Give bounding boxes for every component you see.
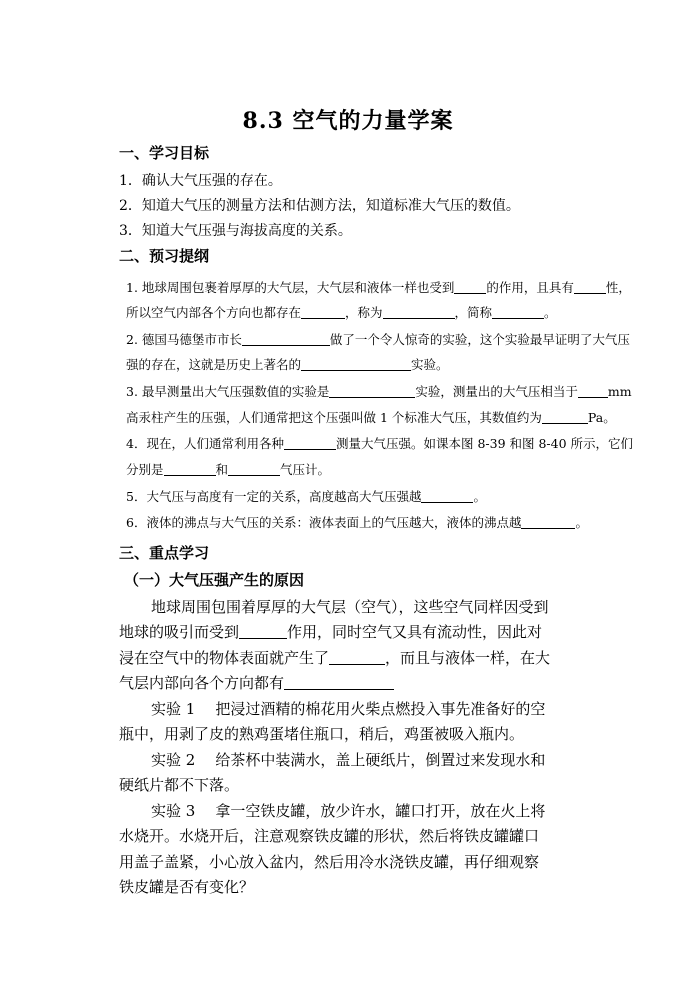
experiment-3-line3: 用盖子盖紧，小心放入盆内，然后用冷水浇铁皮罐，再仔细观察 [119, 853, 540, 871]
key-heading: 三、重点学习 [119, 544, 210, 562]
goals-heading: 一、学习目标 [119, 144, 210, 162]
key-paragraph-line3: 浸在空气中的物体表面就产生了 ，而且与液体一样，在大 [119, 649, 551, 667]
preview-q3-line1: 3. 最早测量出大气压强数值的实验是 实验，测量出的大气压相当于 mm [126, 384, 632, 399]
experiment-1-line2: 瓶中，用剥了皮的熟鸡蛋堵住瓶口，稍后，鸡蛋被吸入瓶内。 [119, 725, 525, 743]
blank[interactable] [164, 463, 216, 477]
blank[interactable] [284, 437, 336, 451]
blank[interactable] [521, 516, 575, 530]
goal-1: 1．确认大气压强的存在。 [119, 173, 282, 189]
key-paragraph-line2: 地球的吸引而受到 作用，同时空气又具有流动性，因此对 [119, 623, 543, 641]
blank[interactable] [574, 281, 606, 295]
blank[interactable] [239, 623, 287, 639]
experiment-1-line1: 实验 1 把浸过酒精的棉花用火柴点燃投入事先准备好的空 [151, 700, 546, 718]
preview-heading: 二、预习提纲 [119, 247, 210, 265]
preview-q4-line1: 4．现在，人们通常利用各种 测量大气压强。如课本图 8-39 和图 8-40 所示，它们 [126, 436, 634, 451]
goal-3: 3．知道大气压强与海拔高度的关系。 [119, 223, 352, 239]
preview-q4-line2: 分别是 和 气压计。 [126, 462, 331, 477]
experiment-3-line4: 铁皮罐是否有变化？ [119, 878, 255, 896]
experiment-3-line1: 实验 3 拿一空铁皮罐，放少许水，罐口打开，放在火上将 [151, 802, 546, 820]
preview-q6: 6．液体的沸点与大气压的关系：液体表面上的气压越大，液体的沸点越 。 [126, 515, 588, 530]
blank[interactable] [492, 306, 544, 320]
key-paragraph-line4: 气层内部向各个方向都有 [119, 672, 394, 693]
blank[interactable] [329, 385, 415, 399]
blank[interactable] [329, 649, 385, 665]
blank[interactable] [383, 306, 455, 320]
key-subheading: （一）大气压强产生的原因 [124, 571, 305, 589]
preview-q1-line2: 所以空气内部各个方向也都存在 ，称为 ，简称 。 [126, 305, 557, 320]
preview-q2-line1: 2. 德国马德堡市市长 做了一个令人惊奇的实验，这个实验最早证明了大气压 [126, 332, 630, 347]
blank[interactable] [301, 306, 345, 320]
blank[interactable] [301, 358, 411, 372]
blank[interactable] [578, 385, 608, 399]
blank[interactable] [542, 411, 588, 425]
key-paragraph-line1: 地球周围包围着厚厚的大气层（空气），这些空气同样因受到 [151, 598, 549, 616]
experiment-2-line2: 硬纸片都不下落。 [119, 776, 240, 794]
blank[interactable] [242, 333, 330, 347]
experiment-3-line2: 水烧开。水烧开后，注意观察铁皮罐的形状，然后将铁皮罐罐口 [119, 827, 540, 845]
page-title: 8.3 空气的力量学案 [242, 108, 454, 134]
preview-q2-line2: 强的存在，这就是历史上著名的 实验。 [126, 357, 449, 372]
blank[interactable] [284, 674, 394, 690]
blank[interactable] [228, 463, 280, 477]
experiment-2-line1: 实验 2 给茶杯中装满水，盖上硬纸片，倒置过来发现水和 [151, 751, 546, 769]
blank[interactable] [454, 281, 486, 295]
blank[interactable] [421, 490, 473, 504]
preview-q1-line1: 1. 地球周围包裹着厚厚的大气层，大气层和液体一样也受到 的作用，且具有 性， [126, 280, 631, 295]
goal-2: 2．知道大气压的测量方法和估测方法，知道标准大气压的数值。 [119, 198, 520, 214]
preview-q5: 5．大气压与高度有一定的关系，高度越高大气压强越 。 [126, 489, 486, 504]
preview-q3-line2: 高汞柱产生的压强，人们通常把这个压强叫做 1 个标准大气压，其数值约为 Pa。 [126, 410, 616, 425]
